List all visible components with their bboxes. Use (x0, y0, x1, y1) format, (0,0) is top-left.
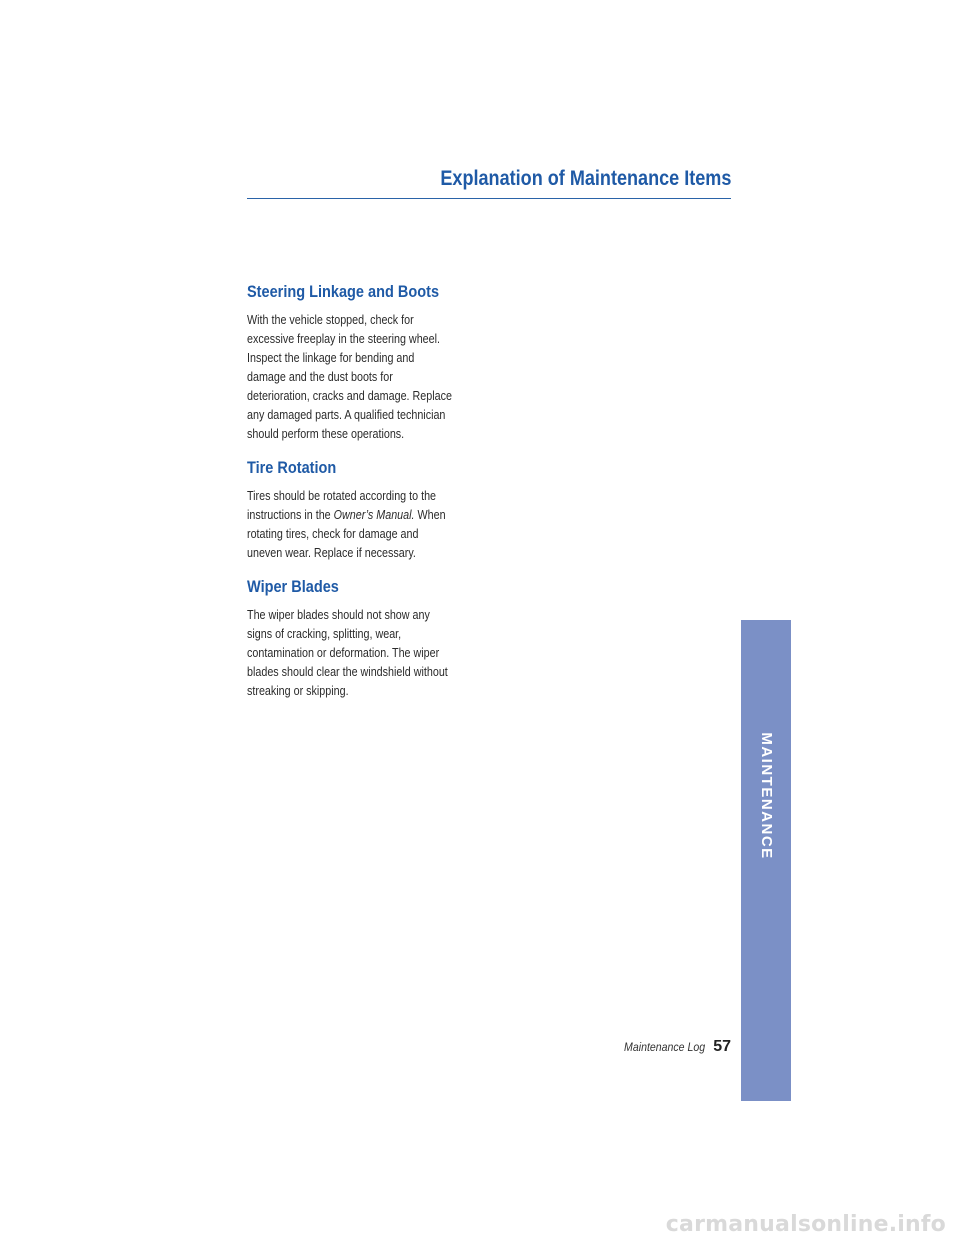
body-line: Inspect the linkage for bending and (247, 351, 415, 365)
body-text: When (414, 508, 446, 522)
body-line: any damaged parts. A qualified technician (247, 408, 446, 422)
body-line: deterioration, cracks and damage. Replace (247, 389, 452, 403)
section-body-wiper-blades (247, 606, 481, 701)
body-line: contamination or deformation. The wiper (247, 646, 440, 660)
body-line (247, 506, 481, 525)
page-title: Explanation of Maintenance Items (439, 167, 731, 190)
section-heading-tire-rotation: Tire Rotation (247, 459, 337, 477)
body-line: streaking or skipping. (247, 684, 349, 698)
body-line: blades should clear the windshield without (247, 665, 448, 679)
section-body-tire-rotation (247, 487, 481, 563)
body-line: rotating tires, check for damage and (247, 527, 419, 541)
body-line: excessive freeplay in the steering wheel. (247, 332, 441, 346)
body-line: Tires should be rotated according to the (247, 489, 437, 503)
body-line: uneven wear. Replace if necessary. (247, 546, 416, 560)
body-line: damage and the dust boots for (247, 370, 393, 384)
footer-label: Maintenance Log (624, 1040, 706, 1054)
body-line: signs of cracking, splitting, wear, (247, 627, 402, 641)
body-line: The wiper blades should not show any (247, 608, 430, 622)
body-line: With the vehicle stopped, check for (247, 313, 414, 327)
owners-manual-reference: Owner’s Manual. (333, 508, 415, 522)
page-header (247, 164, 731, 199)
section-body-steering (247, 311, 481, 444)
watermark: carmanualsonline.info (665, 1212, 946, 1237)
body-line: should perform these operations. (247, 427, 405, 441)
main-content (247, 281, 487, 714)
section-heading-wiper-blades: Wiper Blades (247, 578, 339, 596)
body-text: instructions in the (247, 508, 334, 522)
section-heading-steering: Steering Linkage and Boots (247, 283, 440, 301)
sidebar-section-tab (741, 620, 791, 1101)
page-footer (613, 1038, 731, 1060)
sidebar-label: MAINTENANCE (758, 732, 775, 860)
page-number: 57 (713, 1038, 731, 1055)
